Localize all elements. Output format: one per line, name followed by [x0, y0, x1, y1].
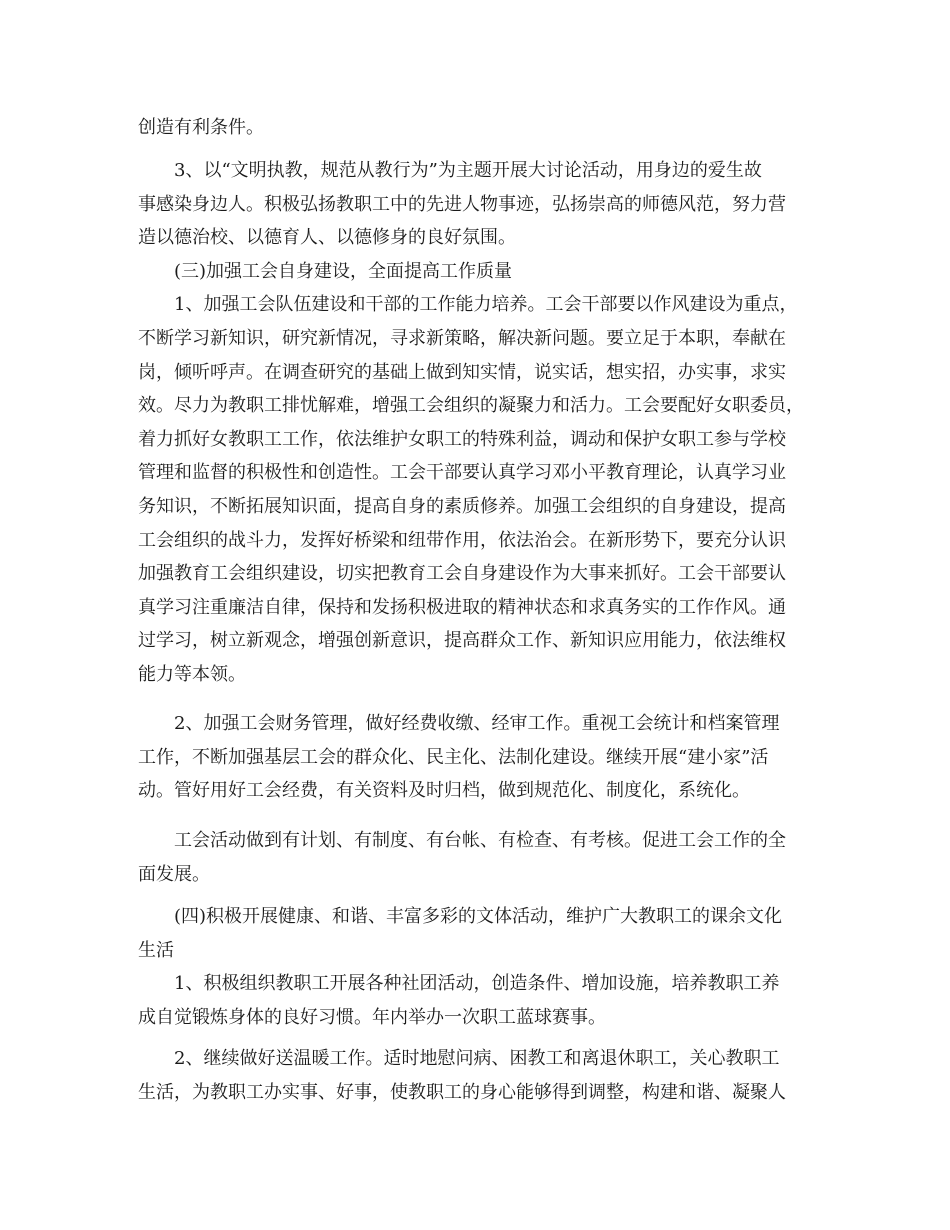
text-line: 工作，不断加强基层工会的群众化、民主化、法制化建设。继续开展“建小家”活 — [138, 747, 769, 768]
text-line: 工会活动做到有计划、有制度、有台帐、有检查、有考核。促进工会工作的全 — [174, 830, 786, 851]
text-line: 造以德治校、以德育人、以德修身的良好氛围。 — [138, 227, 516, 248]
text-line: 不断学习新知识，研究新情况，寻求新策略，解决新问题。要立足于本职，奉献在 — [138, 328, 786, 349]
text-line: 面发展。 — [138, 864, 210, 885]
text-line: 管理和监督的积极性和创造性。工会干部要认真学习邓小平教育理论，认真学习业 — [138, 462, 786, 483]
text-line: 事感染身边人。积极弘扬教职工中的先进人物事迹，弘扬崇高的师德风范，努力营 — [138, 194, 786, 215]
text-line: 岗，倾听呼声。在调查研究的基础上做到知实情，说实话，想实招，办实事，求实 — [138, 362, 786, 383]
section-heading: 生活 — [138, 940, 174, 961]
text-line: 能力等本领。 — [138, 664, 246, 685]
text-line: 务知识，不断拓展知识面，提高自身的素质修养。加强工会组织的自身建设，提高 — [138, 496, 786, 517]
text-line: 1、加强工会队伍建设和干部的工作能力培养。工会干部要以作风建设为重点， — [174, 294, 798, 315]
text-line: 加强教育工会组织建设，切实把教育工会自身建设作为大事来抓好。工会干部要认 — [138, 563, 786, 584]
text-line: 工会组织的战斗力，发挥好桥梁和纽带作用，依法治会。在新形势下，要充分认识 — [138, 530, 786, 551]
text-line: 动。管好用好工会经费，有关资料及时归档，做到规范化、制度化，系统化。 — [138, 780, 750, 801]
section-heading: (四)积极开展健康、和谐、丰富多彩的文体活动，维护广大教职工的课余文化 — [174, 906, 783, 927]
text-line: 生活，为教职工办实事、好事，使教职工的身心能够得到调整，构建和谐、凝聚人 — [138, 1082, 786, 1103]
text-line: 2、继续做好送温暖工作。适时地慰问病、困教工和离退休职工，关心教职工 — [174, 1048, 780, 1069]
text-line: 过学习，树立新观念，增强创新意识，提高群众工作、新知识应用能力，依法维权 — [138, 630, 786, 651]
text-line: 3、以“文明执教，规范从教行为”为主题开展大讨论活动，用身边的爱生故 — [174, 160, 762, 181]
text-line: 1、积极组织教职工开展各种社团活动，创造条件、增加设施，培养教职工养 — [174, 973, 780, 994]
text-line: 真学习注重廉洁自律，保持和发扬积极进取的精神状态和求真务实的工作作风。通 — [138, 597, 786, 618]
text-line: 着力抓好女教职工工作，依法维护女职工的特殊利益，调动和保护女职工参与学校 — [138, 429, 786, 450]
text-line: 效。尽力为教职工排忧解难，增强工会组织的凝聚力和活力。工会要配好女职委员， — [138, 395, 804, 416]
section-heading: (三)加强工会自身建设，全面提高工作质量 — [174, 261, 513, 282]
text-line: 成自觉锻炼身体的良好习惯。年内举办一次职工蓝球赛事。 — [138, 1007, 606, 1028]
text-line: 创造有利条件。 — [138, 117, 264, 138]
text-line: 2、加强工会财务管理，做好经费收缴、经审工作。重视工会统计和档案管理 — [174, 713, 780, 734]
